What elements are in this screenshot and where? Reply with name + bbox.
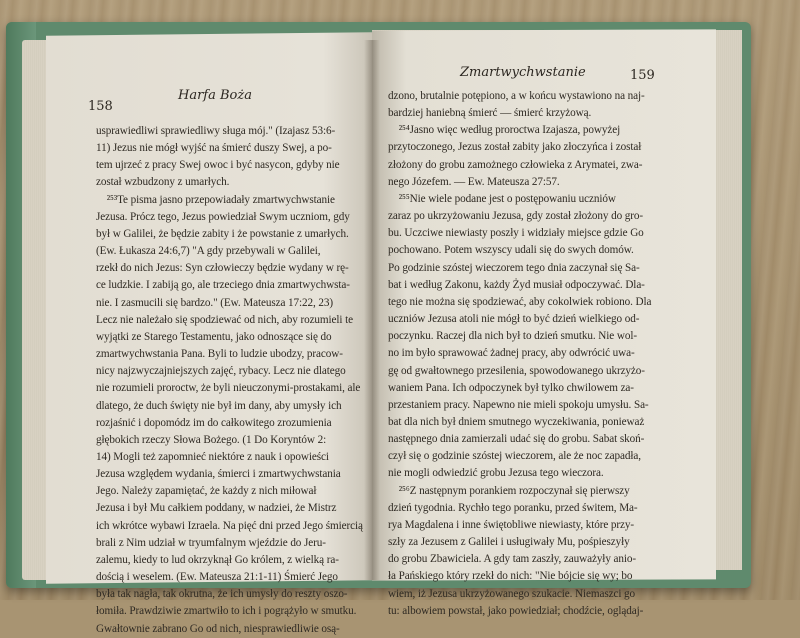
text-line: zalemu, kiedy to lud okrzyknął Go królem, z wielką ra- xyxy=(96,553,339,566)
text-line: został wzbudzony z umarłych. xyxy=(96,176,230,189)
text-line: ce ludzkie. I zabiją go, ale trzeciego dnia zmartwychwsta- xyxy=(96,279,350,292)
text-line: dością i weselem. (Ew. Mateusza 21:1-11) Śmierć Jego xyxy=(96,571,338,584)
text-line: ²⁵⁴Jasno więc według proroctwa Izajasza, powyżej xyxy=(388,124,621,137)
text-line: 14) Mogli też zapomnieć niektóre z nauk i opowieści xyxy=(96,450,329,463)
text-line: do grobu Zbawiciela. A gdy tam zaszły, zauważyły anio- xyxy=(388,553,636,566)
text-line: (Ew. Łukasza 24:6,7) "A gdy przebywali w Galilei, xyxy=(96,245,321,258)
text-line: uczniów Jezusa atoli nie mógł to być dzień wielkiego od- xyxy=(388,313,640,326)
text-line: rzekł do nich Jezus: Syn człowieczy będzie wydany w rę- xyxy=(96,262,349,275)
text-line: brali z Nim udział w tryumfalnym wjeździe do Jeru- xyxy=(96,536,326,549)
text-line: ²⁵⁵Nie wiele podane jest o postępowaniu uczniów xyxy=(388,192,616,205)
text-line: tu: albowiem powstał, jako powiedział; chodźcie, oglądaj- xyxy=(388,604,644,617)
text-line: była tak nagła, tak okrutna, że ich umysły do reszty oszo- xyxy=(96,588,348,601)
left-page-body xyxy=(96,123,363,638)
text-line: Gwałtownie zabrano Go od nich, niesprawiedliwie osą- xyxy=(96,622,340,635)
text-line: nie. I zasmucili się bardzo." (Ew. Mateusza 17:22, 23) xyxy=(96,296,334,309)
text-line: Jezusa i był Mu całkiem poddany, w nadziei, że Mistrz xyxy=(96,502,337,515)
text-line: Jego. Należy zapamiętać, że każdy z nich miłował xyxy=(96,485,317,498)
text-line: gę od gwałtownego przesilenia, spowodowanego ukrzyżo- xyxy=(388,364,645,377)
text-line: zaraz po ukrzyżowaniu Jezusa, gdy został złożony do gro- xyxy=(388,210,644,223)
text-line: tem ujrzeć z pracy Swej owoc i być nasycon, gdyby nie xyxy=(96,159,340,172)
text-line: przytoczonego, Jezus został zabity jako złoczyńca i został xyxy=(388,141,642,154)
text-line: nicy najzwyczajniejszych zajęć, rybacy. Lecz nie dlatego xyxy=(96,365,346,378)
text-line: następnego dnia zamierzali udać się do grobu. Sabat skoń- xyxy=(388,433,645,446)
text-line: bardziej haniebną śmierć — śmierć krzyżową. xyxy=(388,107,592,120)
right-running-title: Zmartwychwstanie xyxy=(460,65,586,80)
left-running-title: Harfa Boża xyxy=(178,88,252,103)
text-line: bat dla nich był dniem smutnego wyczekiwania, ponieważ xyxy=(388,415,645,428)
text-line: wyjątki ze Starego Testamentu, jako odnoszące się do xyxy=(96,330,332,343)
text-line: rya Magdalena i inne świętobliwe niewiasty, które przy- xyxy=(388,518,635,531)
text-line: bat i według Zakonu, każdy Żyd musiał odpoczywać. Dla- xyxy=(388,278,645,291)
text-line: Lecz nie należało się spodziewać od nich, aby rozumieli te xyxy=(96,313,353,326)
text-line: ²⁵³Te pisma jasno przepowiadały zmartwychwstanie xyxy=(96,193,335,206)
text-line: wiem, iż Jezusa ukrzyżowanego szukacie. Niemaszci go xyxy=(388,587,636,600)
text-line: waniem Pana. Ich odpoczynek był tylko chwilowem za- xyxy=(388,381,634,394)
text-line: rozjaśnić i dopomódz im do całkowitego zrozumienia xyxy=(96,416,332,429)
text-line: pochowano. Potem wszyscy udali się do swych domów. xyxy=(388,244,634,257)
text-line: Po godzinie szóstej wieczorem tego dnia zaczynał się Sa- xyxy=(388,261,640,274)
text-line: dzień tygodnia. Rychło tego poranku, przed świtem, Ma- xyxy=(388,501,638,514)
text-line: głębokich rzeczy Słowa Bożego. (1 Do Koryntów 2: xyxy=(96,433,327,446)
text-line: usprawiedliwi sprawiedliwy sługa mój." (Izajasz 53:6- xyxy=(96,125,336,137)
text-line: nego Józefem. — Ew. Mateusza 27:57. xyxy=(388,175,560,188)
text-line: Jezusa. Prócz tego, Jezus powiedział Swym uczniom, gdy xyxy=(96,210,350,223)
text-line: 11) Jezus nie mógł wyjść na śmierć duszy Swej, a po- xyxy=(96,142,332,155)
text-line: poczynku. Raczej dla nich był to dzień smutku. Nie wol- xyxy=(388,330,637,343)
text-line: ła Pańskiego który rzekł do nich: "Nie bójcie się wy; bo xyxy=(388,570,633,583)
left-page-number: 158 xyxy=(88,99,113,114)
text-line: złożony do grobu zamożnego człowieka z Arymatei, zwa- xyxy=(388,158,643,171)
text-line: przestaniem pracy. Napewno nie mieli spokoju umysłu. Sa- xyxy=(388,398,649,411)
text-line: łomiła. Prawdziwie zmartwiło to ich i pogrążyło w smutku. xyxy=(96,605,357,618)
text-line: bu. Uczciwe niewiasty poszły i widziały miejsce gdzie Go xyxy=(388,227,644,240)
text-line: czył się o godzinie szóstej wieczorem, ale że noc zapadła, xyxy=(388,450,641,463)
text-line: nie rozumieli proroctw, że byli nieuczonymi-prostakami, ale xyxy=(96,382,361,395)
text-line: był w Galilei, że będzie zabity i że powstanie z umarłych. xyxy=(96,227,349,240)
right-page-body xyxy=(388,88,651,620)
text-line: no im było sprawować żadnej pracy, aby odwrócić uwa- xyxy=(388,347,635,360)
text-line: dlatego, że duch święty nie był im dany, aby umysły ich xyxy=(96,399,342,412)
text-line: ich wkrótce wybawi Izraela. Na pięć dni przed Jego śmiercią xyxy=(96,519,363,532)
text-line: dzono, brutalnie potępiono, a w końcu wystawiono na naj- xyxy=(388,90,645,102)
book-gutter xyxy=(364,40,380,580)
right-page-number: 159 xyxy=(630,68,655,83)
text-line: tego nie można się spodziewać, aby cokolwiek robiono. Dla xyxy=(388,295,652,308)
text-line: zmartwychwstania Pana. Byli to ludzie ubodzy, pracow- xyxy=(96,348,343,361)
text-line: nie mogli odwiedzić grobu Jezusa tego wieczora. xyxy=(388,467,604,480)
text-line: szły za Jezusem z Galilei i usługiwały Mu, pośpieszyły xyxy=(388,536,630,549)
text-line: Jezusa względem wydania, śmierci i zmartwychwstania xyxy=(96,468,341,481)
text-line: ²⁵⁶Z następnym porankiem rozpoczynał się pierwszy xyxy=(388,484,630,497)
